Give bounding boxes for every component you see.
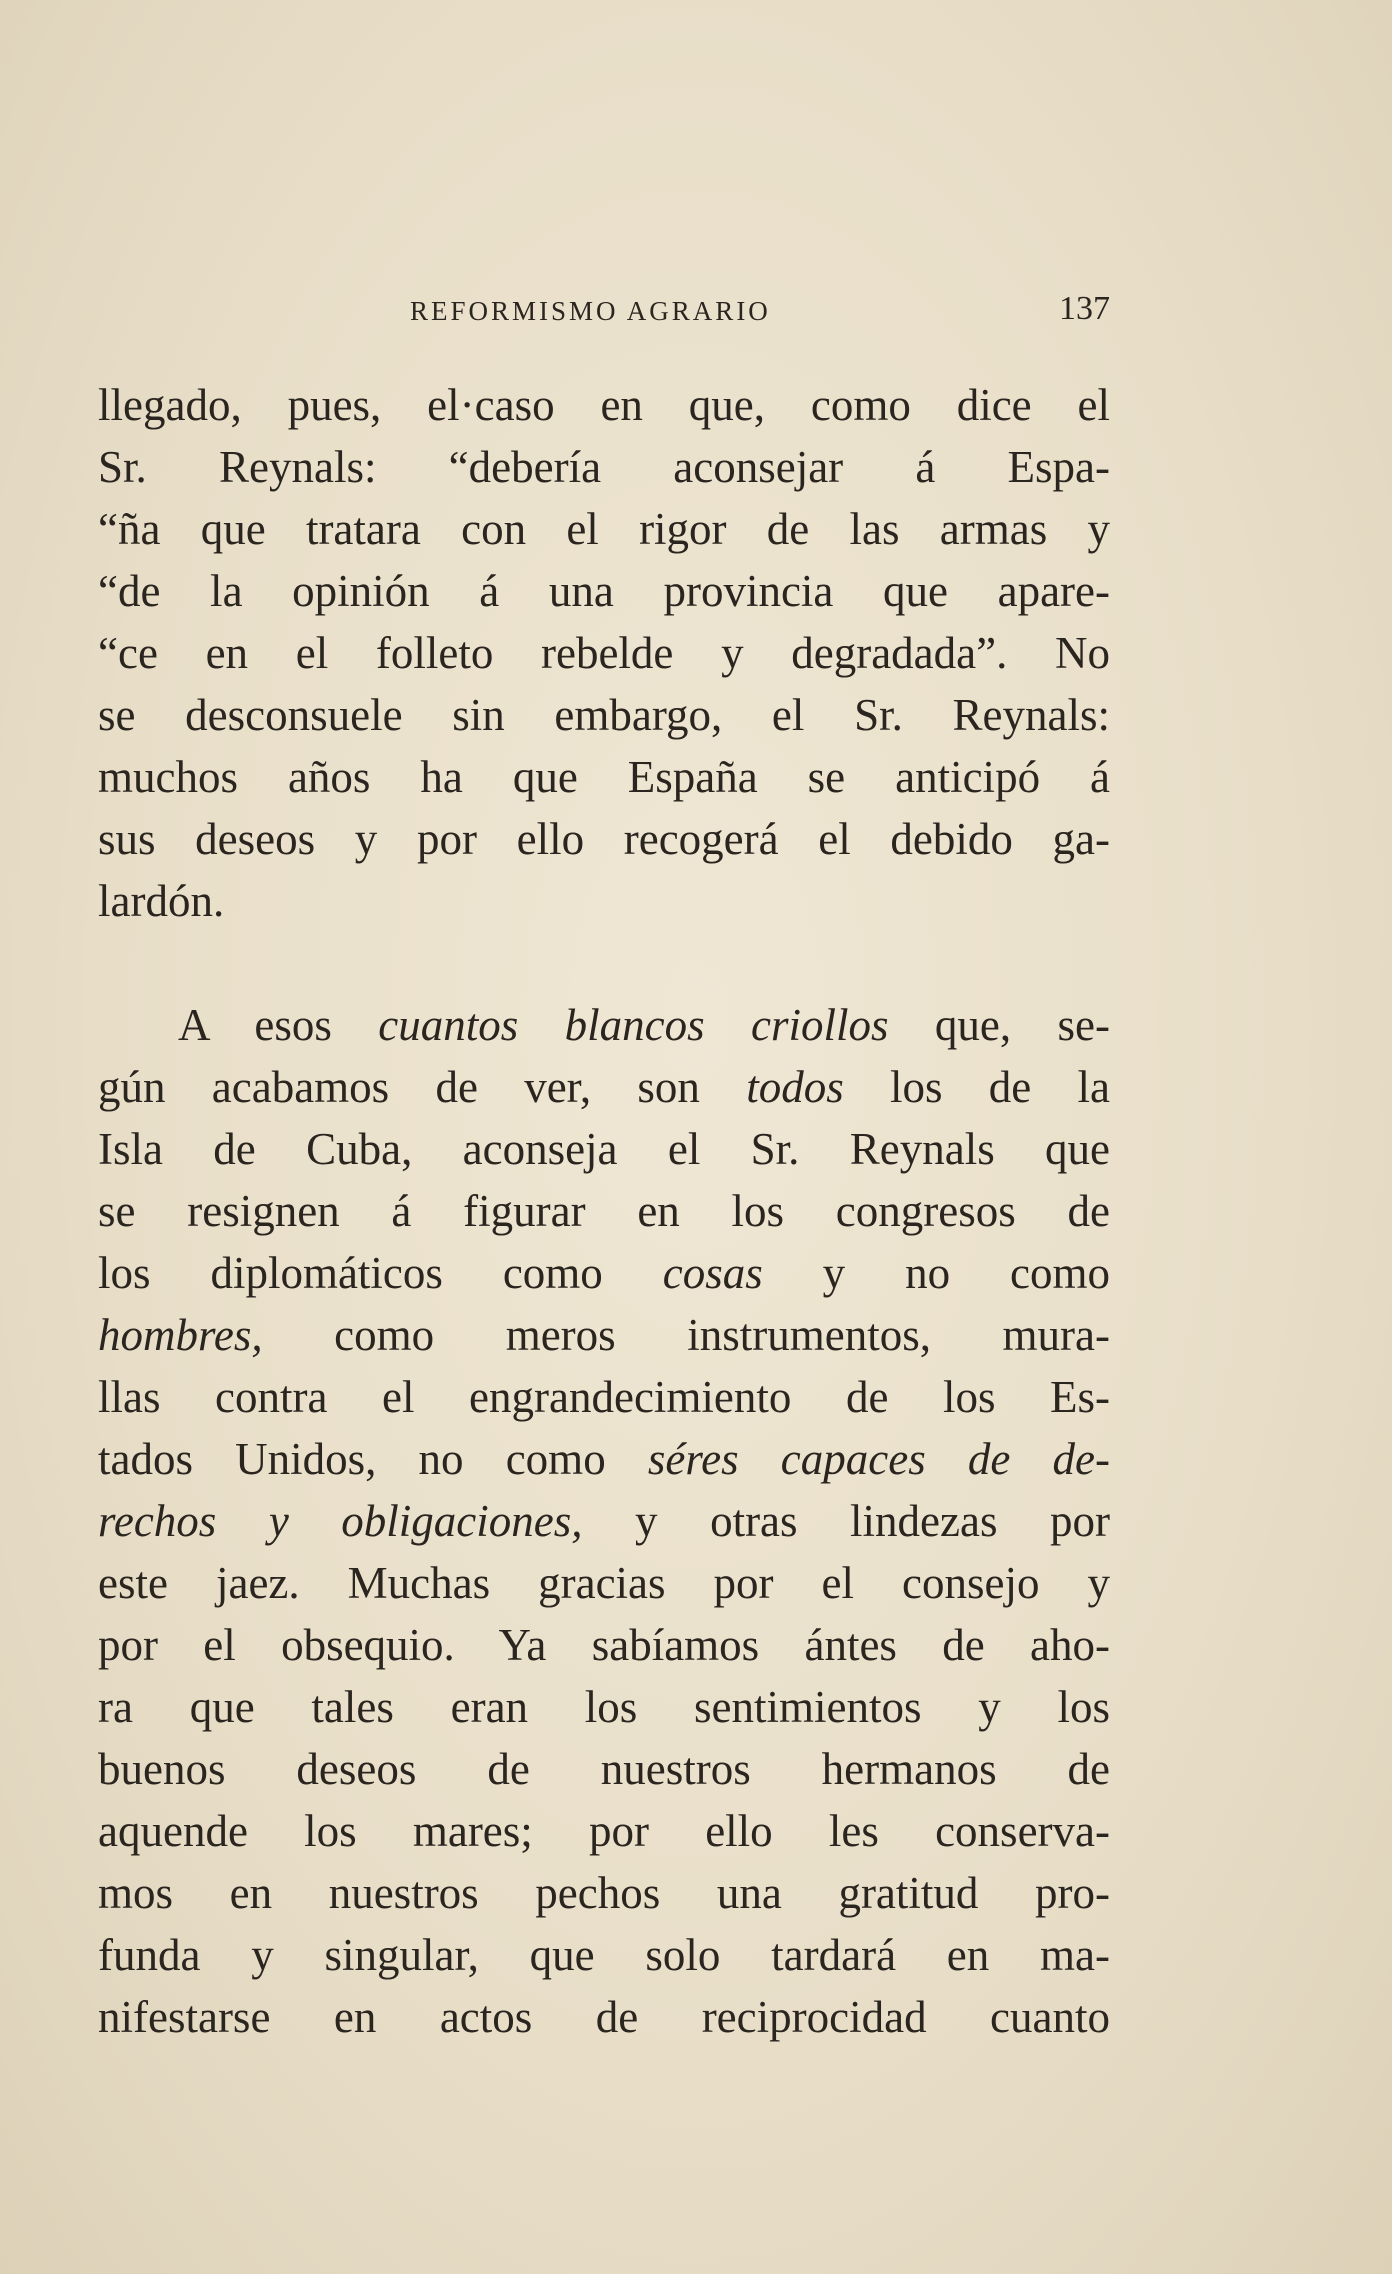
text-run: como meros instrumentos, mura-: [262, 1310, 1110, 1360]
text-line: Sr. Reynals: “debería aconsejar á Espa-: [98, 442, 1110, 492]
text-line: llas contra el engrandecimiento de los Es-: [98, 1372, 1110, 1422]
italic-run: hombres,: [98, 1310, 263, 1360]
page-number: 137: [1059, 290, 1110, 327]
paragraph-1: [98, 374, 1110, 932]
text-line: sus deseos y por ello recogerá el debido ga-: [98, 814, 1110, 864]
text-line: [98, 1490, 1110, 1552]
text-line: lardón.: [98, 876, 225, 926]
text-line: [98, 1242, 1110, 1304]
text-line: por el obsequio. Ya sabíamos ántes de aho-: [98, 1620, 1110, 1670]
text-run: A esos: [178, 1000, 379, 1050]
text-run: que, se-: [888, 1000, 1110, 1050]
paragraph-gap: [98, 932, 1110, 994]
text-line: [98, 1428, 1110, 1490]
text-line: [98, 1304, 1110, 1366]
text-line: se resignen á figurar en los congresos de: [98, 1186, 1110, 1236]
text-line: llegado, pues, el·caso en que, como dice el: [98, 380, 1110, 430]
running-title: REFORMISMO AGRARIO: [410, 296, 771, 326]
text-line: “de la opinión á una provincia que apare-: [98, 566, 1110, 616]
text-line: buenos deseos de nuestros hermanos de: [98, 1744, 1110, 1794]
italic-run: séres capaces de de-: [647, 1434, 1110, 1484]
text-line: “ce en el folleto rebelde y degradada”. No: [98, 628, 1110, 678]
text-line: ra que tales eran los sentimientos y los: [98, 1682, 1110, 1732]
text-line: mos en nuestros pechos una gratitud pro-: [98, 1868, 1110, 1918]
italic-run: rechos y obligaciones,: [98, 1496, 583, 1546]
text-run: los diplomáticos como: [98, 1248, 663, 1298]
text-line: este jaez. Muchas gracias por el consejo y: [98, 1558, 1110, 1608]
page-header: [98, 290, 1110, 338]
text-run: y no como: [762, 1248, 1110, 1298]
text-line: funda y singular, que solo tardará en ma-: [98, 1930, 1110, 1980]
text-run: gún acabamos de ver, son: [98, 1062, 747, 1112]
text-line: Isla de Cuba, aconseja el Sr. Reynals que: [98, 1124, 1110, 1174]
text-run: y otras lindezas por: [582, 1496, 1110, 1546]
paragraph-2: [98, 994, 1110, 2048]
text-line: aquende los mares; por ello les conserva-: [98, 1806, 1110, 1856]
text-run: tados Unidos, no como: [98, 1434, 648, 1484]
text-line: nifestarse en actos de reciprocidad cuanto: [98, 1992, 1110, 2042]
italic-run: cosas: [662, 1248, 763, 1298]
italic-run: todos: [746, 1062, 844, 1112]
text-line: [98, 1056, 1110, 1118]
text-line: “ña que tratara con el rigor de las armas y: [98, 504, 1110, 554]
text-line: [98, 994, 1110, 1056]
body-text: [98, 374, 1110, 2048]
italic-run: cuantos blancos criollos: [378, 1000, 889, 1050]
text-run: los de la: [843, 1062, 1110, 1112]
text-line: muchos años ha que España se anticipó á: [98, 752, 1110, 802]
text-line: se desconsuele sin embargo, el Sr. Reynals:: [98, 690, 1110, 740]
